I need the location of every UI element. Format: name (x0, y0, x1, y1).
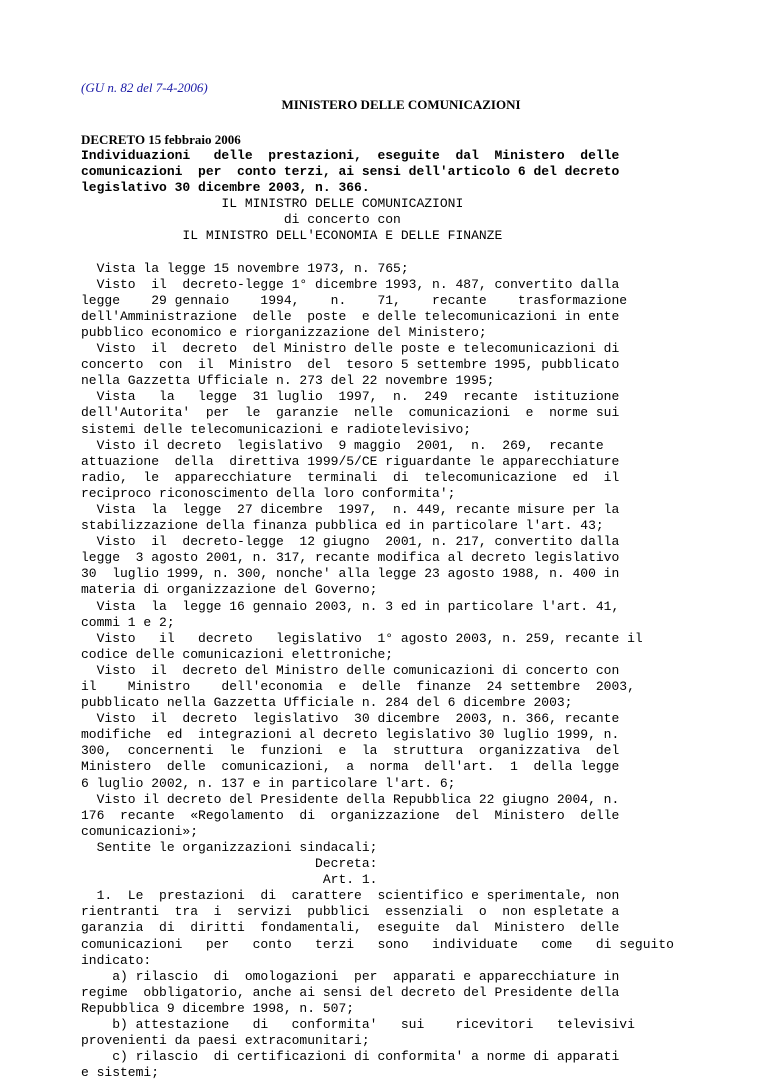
text-line: Vista la legge 15 novembre 1973, n. 765; (81, 260, 409, 276)
ministry-heading: MINISTERO DELLE COMUNICAZIONI (281, 97, 521, 112)
text-line: materia di organizzazione del Governo; (81, 582, 378, 598)
text-line: regime obbligatorio, anche ai sensi del decreto del Presidente della (81, 984, 620, 1000)
text-line: attuazione della direttiva 1999/5/CE riguardante le apparecchiature (81, 453, 620, 469)
text-line: Visto il decreto legislativo 30 dicembre 2003, n. 366, recante (81, 711, 620, 727)
text-line: stabilizzazione della finanza pubblica ed in particolare l'art. 43; (81, 518, 604, 534)
text-line: e sistemi; (81, 1065, 160, 1081)
text-line: modifiche ed integrazioni al decreto legislativo 30 luglio 1999, n. (81, 727, 620, 743)
text-line: Vista la legge 31 luglio 1997, n. 249 recante istituzione (81, 389, 620, 405)
text-line: c) rilascio di certificazioni di conformita' a norme di apparati (81, 1049, 620, 1065)
text-line: Sentite le organizzazioni sindacali; (81, 839, 378, 855)
text-line: nella Gazzetta Ufficiale n. 273 del 22 novembre 1995; (81, 373, 495, 389)
text-line: commi 1 e 2; (81, 614, 175, 630)
text-line: pubblicato nella Gazzetta Ufficiale n. 284 del 6 dicembre 2003; (81, 695, 573, 711)
text-line: provenienti da paesi extracomunitari; (81, 1033, 370, 1049)
text-line: Vista la legge 16 gennaio 2003, n. 3 ed in particolare l'art. 41, (81, 598, 620, 614)
text-line: garanzia di diritti fondamentali, eseguite dal Ministero delle (81, 920, 620, 936)
text-line: 6 luglio 2002, n. 137 e in particolare l'art. 6; (81, 775, 456, 791)
text-line: indicato: (81, 952, 152, 968)
decree-title (81, 148, 721, 196)
text-line: rientranti tra i servizi pubblici essenziali o non espletate a (81, 904, 620, 920)
text-line: concerto con il Ministro del tesoro 5 settembre 1995, pubblicato (81, 357, 620, 373)
title-line: legislativo 30 dicembre 2003, n. 366. (81, 180, 370, 196)
text-line: Ministero delle comunicazioni, a norma dell'art. 1 della legge (81, 759, 620, 775)
authority-line: di concerto con (81, 212, 401, 228)
text-line: 300, concernenti le funzioni e la struttura organizzativa del (81, 743, 620, 759)
title-line: Individuazioni delle prestazioni, eseguite dal Ministero delle (81, 148, 620, 163)
text-line: a) rilascio di omologazioni per apparati e apparecchiature in (81, 968, 620, 984)
text-line: dell'Amministrazione delle poste e delle telecomunicazioni in ente (81, 308, 620, 324)
text-line: Decreta: (81, 856, 378, 872)
authority-heading (81, 196, 721, 244)
text-line: 1. Le prestazioni di carattere scientifico e sperimentale, non (81, 888, 620, 904)
text-line: Visto il decreto del Ministro delle comunicazioni di concerto con (81, 662, 620, 678)
text-line: reciproco riconoscimento della loro conformita'; (81, 485, 456, 501)
text-line: Visto il decreto legislativo 9 maggio 2001, n. 269, recante (81, 437, 604, 453)
text-line: Visto il decreto-legge 12 giugno 2001, n. 217, convertito dalla (81, 534, 620, 550)
spacer (81, 245, 721, 261)
text-line: Visto il decreto del Presidente della Repubblica 22 giugno 2004, n. (81, 791, 620, 807)
text-line: Art. 1. (81, 872, 378, 888)
text-line: radio, le apparecchiature terminali di telecomunicazione ed il (81, 469, 620, 485)
text-line: Visto il decreto del Ministro delle poste e telecomunicazioni di (81, 341, 620, 357)
authority-line: IL MINISTRO DELLE COMUNICAZIONI (81, 196, 464, 212)
text-line: Vista la legge 27 dicembre 1997, n. 449, recante misure per la (81, 501, 620, 517)
text-line: dell'Autorita' per le garanzie nelle comunicazioni e norme sui (81, 405, 620, 421)
text-line: comunicazioni per conto terzi sono individuate come di seguito (81, 936, 674, 952)
decree-date: DECRETO 15 febbraio 2006 (81, 132, 241, 147)
decree-body (81, 261, 721, 1081)
text-line: il Ministro dell'economia e delle finanze 24 settembre 2003, (81, 679, 635, 694)
text-line: Repubblica 9 dicembre 1998, n. 507; (81, 1000, 355, 1016)
text-line: Visto il decreto-legge 1° dicembre 1993, n. 487, convertito dalla (81, 276, 620, 292)
text-line: legge 3 agosto 2001, n. 317, recante modifica al decreto legislativo (81, 550, 620, 566)
text-line: b) attestazione di conformita' sui ricevitori televisivi (81, 1016, 635, 1032)
authority-line: IL MINISTRO DELL'ECONOMIA E DELLE FINANZE (81, 228, 503, 244)
gazette-reference: (GU n. 82 del 7-4-2006) (81, 80, 208, 95)
document-page (81, 80, 721, 1081)
title-line: comunicazioni per conto terzi, ai sensi dell'articolo 6 del decreto (81, 164, 620, 180)
text-line: Visto il decreto legislativo 1° agosto 2003, n. 259, recante il (81, 630, 643, 646)
text-line: sistemi delle telecomunicazioni e radiotelevisivo; (81, 421, 472, 437)
text-line: 176 recante «Regolamento di organizzazione del Ministero delle (81, 807, 620, 823)
text-line: pubblico economico e riorganizzazione del Ministero; (81, 324, 487, 340)
text-line: comunicazioni»; (81, 823, 199, 839)
text-line: codice delle comunicazioni elettroniche; (81, 646, 394, 662)
text-line: 30 luglio 1999, n. 300, nonche' alla legge 23 agosto 1988, n. 400 in (81, 566, 620, 582)
text-line: legge 29 gennaio 1994, n. 71, recante trasformazione (81, 292, 628, 308)
